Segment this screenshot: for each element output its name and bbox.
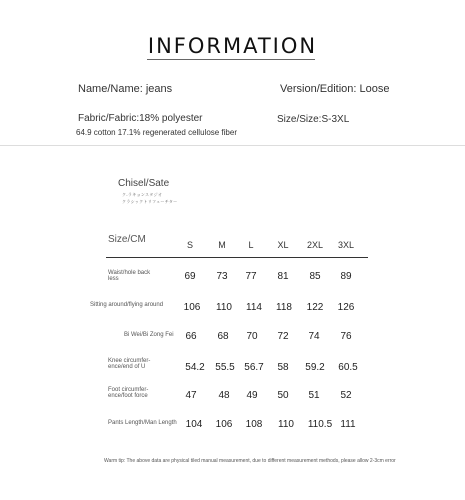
- fabric-info: Fabric/Fabric:18% polyester: [78, 113, 203, 124]
- table-cell: 47: [185, 390, 197, 401]
- name-info: Name/Name: jeans: [78, 83, 173, 95]
- size-header: S: [186, 240, 193, 250]
- table-cell: 51: [308, 390, 320, 401]
- table-cell: 74: [308, 331, 320, 342]
- chisel-subtext-2: クラシックトリフェーチター: [122, 199, 178, 204]
- table-cell: 58: [277, 362, 289, 373]
- measurement-note: Warm tip: The above data are physical tiled manual measurement, due to different measurement methods, please allow 2-3cm error: [104, 458, 396, 464]
- table-cell: 126: [337, 302, 355, 313]
- table-cell: 59.2: [305, 362, 325, 373]
- chisel-label: Chisel/Sate: [118, 178, 170, 189]
- row-label: Sitting around/flying around: [90, 302, 164, 308]
- section-divider: [0, 145, 465, 146]
- size-header: M: [218, 240, 226, 250]
- row-label: Pants Length/Man Length: [108, 420, 177, 426]
- table-cell: 106: [183, 302, 201, 313]
- table-cell: 110.5: [307, 419, 333, 430]
- table-header-rule: [106, 257, 368, 258]
- size-header: 2XL: [306, 240, 323, 250]
- table-cell: 73: [216, 271, 228, 282]
- chisel-subtext-1: ク-ラキョンスタジオ: [122, 192, 163, 197]
- table-cell: 54.2: [185, 362, 205, 373]
- version-info: Version/Edition: Loose: [280, 83, 390, 95]
- table-cell: 50: [277, 390, 289, 401]
- table-cell: 68: [217, 331, 229, 342]
- table-cell: 77: [245, 271, 257, 282]
- table-header-label: Size/CM: [108, 234, 146, 245]
- table-cell: 66: [185, 331, 197, 342]
- size-header: L: [248, 240, 254, 250]
- table-cell: 106: [215, 419, 233, 430]
- fabric-info-detail: 64.9 cotton 17.1% regenerated cellulose fiber: [76, 128, 237, 137]
- table-cell: 76: [340, 331, 352, 342]
- page-title: INFORMATION: [147, 34, 318, 58]
- row-label: Bi Wei/Bi Zong Fei: [124, 332, 174, 338]
- table-cell: 85: [309, 271, 321, 282]
- table-cell: 108: [245, 419, 263, 430]
- table-cell: 81: [277, 271, 289, 282]
- table-cell: 110: [216, 302, 232, 313]
- row-label: Waist/hole back less: [108, 270, 151, 282]
- table-cell: 114: [246, 302, 262, 313]
- table-cell: 55.5: [215, 362, 235, 373]
- table-cell: 122: [306, 302, 324, 313]
- table-cell: 104: [185, 419, 203, 430]
- table-cell: 118: [276, 302, 292, 313]
- table-cell: 52: [340, 390, 352, 401]
- table-cell: 56.7: [244, 362, 264, 373]
- table-cell: 48: [218, 390, 230, 401]
- table-cell: 89: [340, 271, 352, 282]
- table-cell: 72: [277, 331, 289, 342]
- size-header: 3XL: [337, 240, 354, 250]
- table-cell: 60.5: [338, 362, 358, 373]
- table-cell: 111: [340, 419, 356, 430]
- table-cell: 70: [246, 331, 258, 342]
- row-label: Knee circumfer- ence/end of U: [108, 358, 151, 370]
- row-label: Foot circumfer- ence/foot force: [108, 387, 149, 399]
- table-cell: 69: [184, 271, 196, 282]
- size-header: XL: [277, 240, 289, 250]
- table-cell: 110: [278, 419, 294, 430]
- size-info: Size/Size:S-3XL: [277, 114, 350, 125]
- table-cell: 49: [246, 390, 258, 401]
- title-underline: [147, 59, 315, 60]
